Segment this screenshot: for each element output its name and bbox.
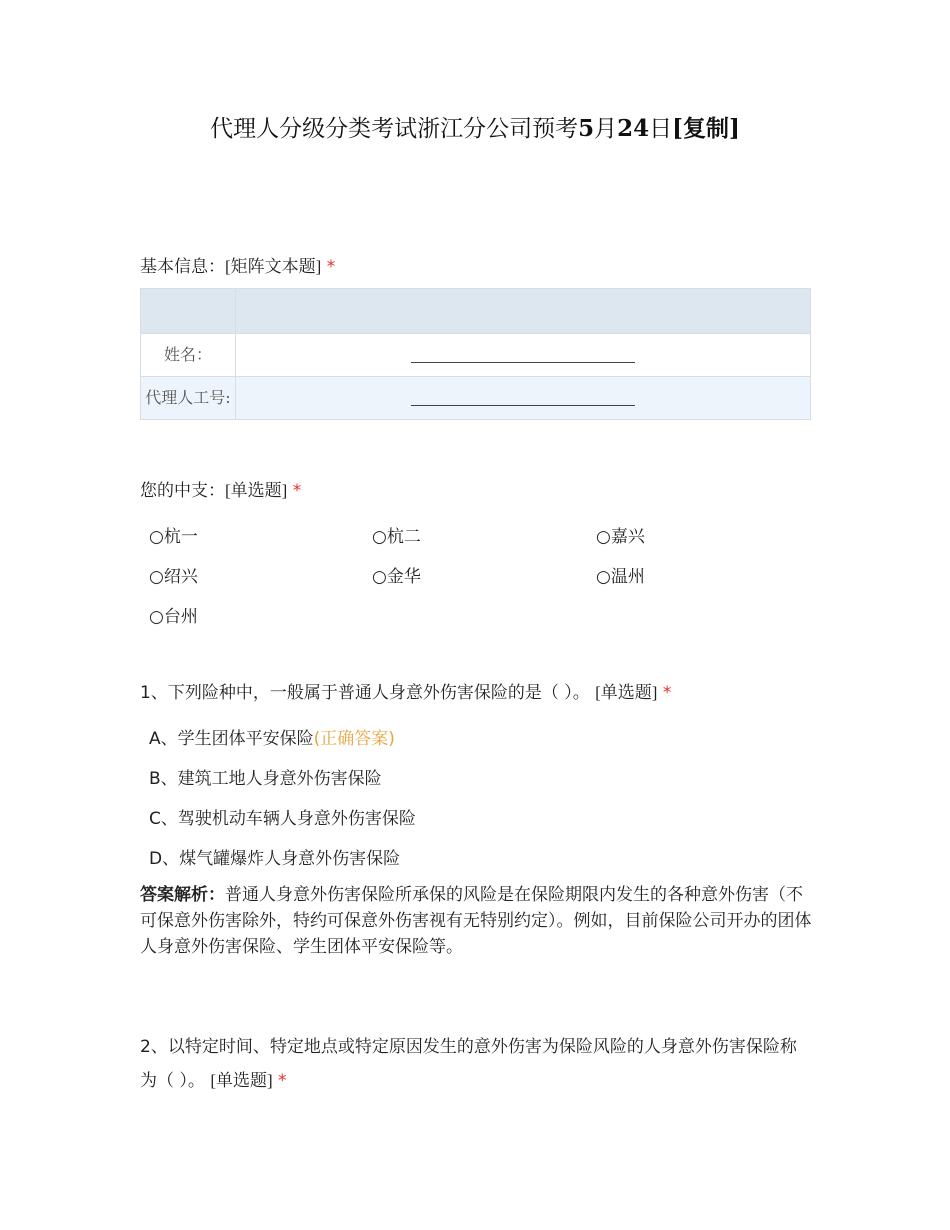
choice-d[interactable] [149, 844, 400, 869]
title-day-unit: 日 [649, 116, 673, 142]
question-2 [140, 1030, 812, 1098]
name-label: 姓名： [141, 334, 236, 377]
copy-tag: [复制] [672, 115, 740, 142]
correct-answer-note: (正确答案) [313, 729, 395, 749]
page-title [0, 110, 950, 143]
branch-option-hanger[interactable]: ○杭二 [372, 527, 421, 547]
branch-option-taizhou[interactable]: ○台州 [149, 607, 198, 627]
matrix-row-agent-id [141, 377, 811, 420]
matrix-header-cell [236, 289, 811, 334]
question-1-text: 1、下列险种中，一般属于普通人身意外伤害保险的是（ ）。 [140, 683, 590, 703]
question-2-text: 2、以特定时间、特定地点或特定原因发生的意外伤害为保险风险的人身意外伤害保险称为（ ）。 [140, 1037, 797, 1091]
analysis-label: 答案解析： [140, 885, 225, 905]
question-type-tag: [单选题] [595, 683, 658, 702]
analysis-text: 普通人身意外伤害保险所承保的风险是在保险期限内发生的各种意外伤害（不可保意外伤害除外，特约可保意外伤害视有无特别约定）。例如，目前保险公司开办的团体人身意外伤害保险、学生团体平安保险等。 [140, 885, 812, 957]
choice-d-text: D、煤气罐爆炸人身意外伤害保险 [149, 849, 401, 869]
basic-info-label: 基本信息： [140, 257, 225, 277]
basic-info-matrix [140, 288, 811, 420]
choice-c[interactable] [149, 804, 416, 829]
required-mark: * [662, 683, 672, 703]
branch-option-jiaxing[interactable]: ○嘉兴 [596, 527, 645, 547]
choice-a[interactable] [149, 724, 395, 749]
name-field[interactable] [236, 334, 811, 377]
branch-option-hangyi[interactable]: ○杭一 [149, 527, 198, 547]
required-mark: * [278, 1071, 287, 1091]
question-type-tag: [单选题] [225, 481, 288, 500]
branch-option-jinhua[interactable]: ○金华 [372, 567, 421, 587]
matrix-header-cell [141, 289, 236, 334]
choice-b[interactable] [149, 764, 382, 789]
choice-a-text: A、学生团体平安保险 [149, 729, 314, 749]
question-1 [140, 678, 671, 703]
agent-id-blank-line [411, 395, 635, 406]
branch-option-wenzhou[interactable]: ○温州 [596, 567, 645, 587]
choice-b-text: B、建筑工地人身意外伤害保险 [149, 769, 382, 789]
matrix-header-row [141, 289, 811, 334]
question-type-tag: [矩阵文本题] [225, 257, 322, 276]
question-type-tag: [单选题] [210, 1071, 273, 1090]
title-month-unit: 月 [594, 116, 618, 142]
required-mark: * [292, 481, 302, 501]
branch-label: 您的中支： [140, 481, 225, 501]
matrix-row-name [141, 334, 811, 377]
branch-option-shaoxing[interactable]: ○绍兴 [149, 567, 198, 587]
required-mark: * [326, 257, 336, 277]
answer-analysis [140, 882, 812, 960]
name-blank-line [411, 352, 635, 363]
agent-id-field[interactable] [236, 377, 811, 420]
basic-info-question [140, 252, 335, 277]
choice-c-text: C、驾驶机动车辆人身意外伤害保险 [149, 809, 416, 829]
branch-question [140, 476, 301, 501]
agent-id-label: 代理人工号: [141, 377, 236, 420]
title-day: 24 [617, 115, 650, 142]
title-text: 代理人分级分类考试浙江分公司预考 [210, 116, 579, 142]
title-month: 5 [578, 115, 595, 142]
